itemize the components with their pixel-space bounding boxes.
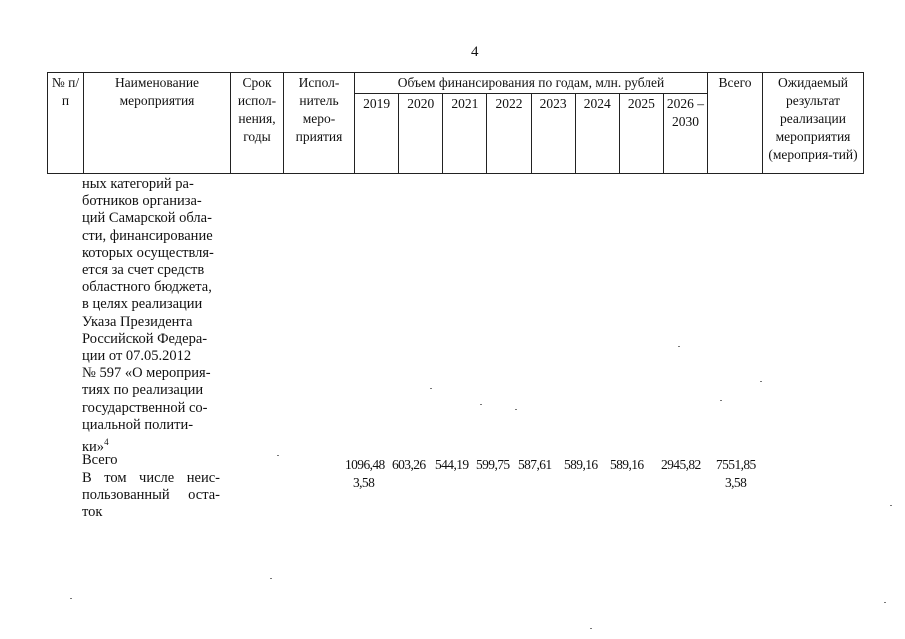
header-total: Всего xyxy=(708,73,763,174)
unused-2019: 3,58 xyxy=(353,475,375,490)
activity-name-line: № 597 «О мероприя- xyxy=(82,365,211,382)
total-2024: 589,16 xyxy=(564,457,598,472)
header-executor: Испол-нитель меро-приятия xyxy=(284,73,355,174)
activity-name-line: которых осуществля- xyxy=(82,244,214,261)
header-num: № п/п xyxy=(48,73,84,174)
activity-name-line: ции от 07.05.2012 xyxy=(82,348,192,365)
total-2023: 587,61 xyxy=(518,457,552,472)
header-year: 2026 – 2030 xyxy=(663,94,707,174)
total-2022: 599,75 xyxy=(476,457,510,472)
activity-name-line-end: ки» xyxy=(82,438,105,455)
activity-name-line: Российской Федера- xyxy=(82,330,208,347)
activity-name-line: ботников организа- xyxy=(82,193,202,210)
header-year: 2021 xyxy=(443,94,487,174)
header-year: 2022 xyxy=(487,94,531,174)
total-2019: 1096,48 xyxy=(345,457,385,472)
activity-name xyxy=(82,176,220,456)
total-2025: 589,16 xyxy=(610,457,644,472)
header-term: Срок испол-нения, годы xyxy=(231,73,284,174)
activity-name-line: областного бюджета, xyxy=(82,279,212,296)
unused-label: В том числе неис-пользованный оста-ток xyxy=(82,470,220,521)
activity-name-line: в целях реализации xyxy=(82,296,203,313)
activity-name-line: государственной со- xyxy=(82,399,208,416)
total-all: 7551,85 xyxy=(716,457,756,472)
header-name: Наименование мероприятия xyxy=(84,73,231,174)
page-number: 4 xyxy=(471,44,479,60)
activity-name-line: циальной полити- xyxy=(82,416,194,433)
header-year: 2025 xyxy=(619,94,663,174)
header-year: 2019 xyxy=(355,94,399,174)
funding-table-header xyxy=(47,72,864,174)
header-year: 2024 xyxy=(575,94,619,174)
footnote-mark: 4 xyxy=(104,437,109,448)
activity-name-line: Указа Президента xyxy=(82,313,193,330)
activity-name-line: ций Самарской обла- xyxy=(82,210,212,227)
header-year: 2020 xyxy=(399,94,443,174)
total-label: Всего xyxy=(82,452,118,468)
total-2021: 544,19 xyxy=(435,457,469,472)
header-funding: Объем финансирования по годам, млн. рублей xyxy=(355,73,708,94)
activity-name-line: сти, финансирование xyxy=(82,227,213,244)
header-result: Ожидаемый результат реализации мероприятия (мероприя-тий) xyxy=(763,73,864,174)
header-year: 2023 xyxy=(531,94,575,174)
activity-name-line: тиях по реализации xyxy=(82,382,204,399)
unused-all: 3,58 xyxy=(725,475,747,490)
activity-name-line: ных категорий ра- xyxy=(82,176,194,192)
activity-name-line: ется за счет средств xyxy=(82,262,205,279)
total-2026-2030: 2945,82 xyxy=(661,457,701,472)
total-2020: 603,26 xyxy=(392,457,426,472)
